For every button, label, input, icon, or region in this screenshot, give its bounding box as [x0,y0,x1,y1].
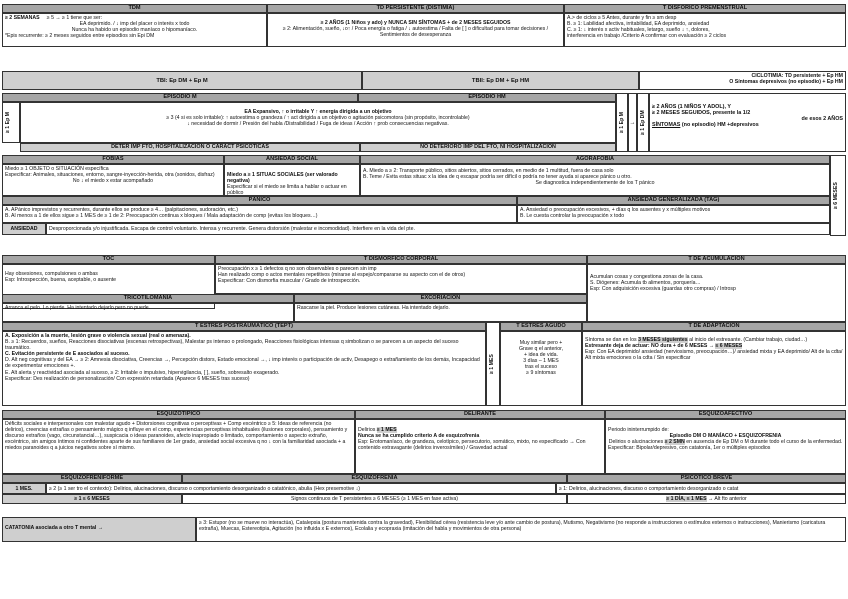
ansiedad-social-line2: Especificar si el miedo se limita a hablar o actuar en público [227,184,347,196]
esquizoafectivo-line3c: en ausencia de Ep DM o M durante todo el curso de la enfermedad. [686,439,843,446]
episodio-hm-header: EPISODIO HM [358,93,616,102]
ansiedad-text: Desproporcionada y/o injustificada. Escapa de control voluntario. Intensa y recurrente. Genera distorsión (malestar e incomodidad). Interfiere en la vida del pte. [46,223,830,235]
esquizofrenia-header: ESQUIZOFRENIA [182,474,567,483]
adaptacion-line1a: Síntoma se dan en los [585,337,637,343]
delirante-body [355,419,605,474]
esquizoafectivo-line3a: Delirios o alucinaciones [608,439,664,446]
esquizofreniforme-header: ESQUIZOFRENIFORME [2,474,182,483]
acumulacion-line2: S. Diógenes: Acumula tb alimentos, porquería… [590,280,701,287]
ciclotimia-line1: CICLOTIMIA: TD persistente + Ep HM [751,73,843,79]
ci-arrow: → [628,93,637,152]
esquizoafectivo-header: ESQUIZOAFECTIVO [605,410,846,419]
ci-line3: de esos 2 AÑOS [801,116,843,123]
no-deterioro-footer: NO DETERIORO IMP DEL FTO, NI HOSPITALIZACIÓN [360,143,616,152]
deterioro-footer: DETER IMP FTO, HOSPITALIZACIÓN O CARACT PSICÓTICAS [20,143,360,152]
ci-line4a: SÍNTOMAS [652,122,681,129]
esquizotipico-text: Déficits sociales e interpersonales con malestar agudo + Distorsiones cognitivas o perceptivas + Comp excéntrico ≥ 5: Ideas de referencia (no delirios), creencias extrañas o pensamiento mágico q influye en el comp, experiencias perceptivas inhabituales (ilusiones corporales), pensamiento y discurso extraños (vago, circunstancial…), suspicacia o ideas paranoides, afecto inapropiado o limitado, comportamiento o aspecto extraño, excéntrico, sin amigos íntimos ni confidentes aparte de sus familiares de 1er grado, ansiedad social excesiva q no ↓ con la familiaridad asociada + a miedos paranoides q a juicios negativos sobre sí mismo. [2,419,355,474]
panico-line1: A. APánico imprevistos y recurrentes, durante ellos se produce ≥ 4… (palpitaciones, sudoración, etc.) [5,207,238,213]
ci-side-dm [637,93,649,152]
tdp-line2: ≥ 2: Alimentación, sueño, ↓o↑ / Poca energía o fatiga / ↓ autoestima / Falta de [ ] o dificultad para tomar decisiones / Sentimientos de desesperanza [282,26,549,39]
excoriacion-header: EXCORIACIÓN [294,294,587,303]
tept-line2: B. ≥ 1: Recuerdos, sueños, Reacciones disociativas (escenas retrospectivas), Malestar ps intenso o prolongado, Reacciones fisiológicas intensas q simbolizan o se parecen a un aspecto del suceso traumático. [5,339,459,352]
tag-header: ANSIEDAD GENERALIZADA (TAG) [517,196,830,205]
agorafobia-line3: Se diagnostica independientemente de los T pánico [535,180,655,187]
agorafobia-line1: A. Miedo a ≥ 2: Transporte público, sitios abiertos, sitios cerrados, en medio de 1 multitud, fuera de casa solo [363,168,614,174]
tdc-body [215,264,587,294]
estres-agudo-header: T ESTRÉS AGUDO [500,322,582,331]
tdm-line4: *Epis recurrente: ≥ 2 meses seguidos entre episodios sin Epi DM [5,33,155,40]
acumulacion-line3: Esp: Con adquisición excesiva (guardas otro compras) / Introsp [590,286,736,293]
tdp-line1: ≥ 2 AÑOS (1 Niños y ado) y NUNCA SIN SÍNTOMAS + de 2 MESES SEGUIDOS [320,20,511,26]
ci-side-dm-text: ≥ 1 Ep DM [640,110,646,135]
adaptacion-body [582,331,846,406]
estres-agudo-body [500,331,582,406]
episodio-m-body [20,102,616,143]
toc-line1: Hay obsesiones, compulsiones o ambas [5,271,98,277]
fobias-line1: Miedo ≥ 1 OBJETO o SITUACIÓN específica [5,166,109,172]
ci-side-m [616,93,628,152]
psicotico-breve-criteria: ≥ 1: Delirios, alucinaciones, discurso o comportamiento desorganizado o catat [556,483,846,494]
tdc-line3: Especificar: Con dismorfia muscular / Grado de introspección. [218,278,361,285]
catatonia-label [2,517,196,542]
estres-agudo-line1: Muy similar pero + [519,340,563,346]
tdm-criteria: ≥ 5 → ≥ 1 tiene que ser: [46,15,103,21]
esquizotipico-header: ESQUIZOTÍPICO [2,410,355,419]
tdm-header: TDM [2,4,267,13]
ansiedad-social-line1: Miedo a ≥ 1 SITUAC SOCIALES (ser valorado negativa) [227,172,338,185]
estres-agudo-line2: Grave q el anterior, [518,346,564,353]
tept-body [2,331,486,406]
esquizofreniforme-duration: 1 MES. [2,483,46,494]
tbii-label: TBII: Ep DM + Ep HM [362,71,639,90]
delirante-line1a: Delirios [358,427,376,433]
ci-criteria [649,93,846,152]
esquizoafectivo-line2: Episodio DM O MANÍACO + ESQUIZOFRENIA [669,433,782,440]
ciclotimia-label [639,71,846,90]
tdm-body [2,13,267,47]
delirante-line3: Esp: Erotomaníaco, de grandeza, celotípico, persecutorio, somático, mixto, no especificado → Con contenido extravagante (delirios inverosímiles) / Gravedad actual [358,439,586,452]
tag-body [517,205,830,223]
tdm-line2: EA deprimido. / ↓ imp del placer o interés x todo [79,21,190,28]
tricotilomania-text: Arranca el pelo. Lo pierde. Ha intentado dejarlo pero no puede. [2,303,294,322]
psicotico-breve-duration [567,494,846,504]
fobias-line2: Especificar: Animales, situaciones, entorno, sangre-inyección-herida, otra (sonidos, disfraz) [5,172,215,179]
esquizofrenia-duration: Signos continuos de T persistentes ≥ 6 MESES (≥ 1 MES en fase activa) [182,494,567,504]
acumulacion-body [587,264,846,322]
delirante-line1b: ≥ 1 MES [376,427,397,433]
fobias-header: FOBIAS [2,155,224,164]
delirante-line2: Nunca se ha cumplido criterio A de esquizofrenia [358,433,480,440]
esquizofreniforme-range: ≥ 1 ≤ 6 MESES [2,494,182,504]
tdc-line2: Han realizado comp o actos mentales repetitivos (mirarse al espejo/compararse su aspecto con el de otros) [218,272,466,279]
tept-line5: E. Alt alerta y reactividad asociada al suceso, ≥ 2: Irritable o impulsivo, hipervigilancia, [ ], sueño, sobresalto exagerado. [5,369,280,376]
tept-line6: Especificar: Des realización de personalización/ Con expresión retardada (Aparece 6 MESES tras suceso) [5,375,250,382]
tdpm-line1: A.> de ciclos ≥ 5 Antes, durante y fin ≥ sm desp [567,15,677,21]
tept-side [486,322,500,406]
panico-body [2,205,517,223]
tricotilomania-header: TRICOTILOMANÍA [2,294,294,303]
adaptacion-line1c: al inicio del estresante. (Cambiar trabajo, ciudad…) [689,337,808,343]
ci-line2: ≥ 2 MESES SEGUIDOS, presente la 1/2 [652,110,751,117]
panico-line2: B. Al menos a 1 de ellos sigue ≥ 1 MES de ≥ 1 de 2: Preocupación continua x bloques / Mala adaptación de comp (evitas los bloques…) [5,213,318,220]
estres-agudo-line4: 3 días – 1 MES [523,358,559,365]
tdm-duration: ≥ 2 SEMANAS [5,15,40,21]
episodio-m-line2: ≥ 3 (4 si es solo irritable): ↑ autoestima o grandeza / ↑ act dirigida a un objetivo o agitación psicomotora (sin propósito, incontrolable) [166,115,470,122]
fobias-line3: No ↓ el miedo x estar acompañado [72,178,154,185]
catatonia-arrow: → [97,525,104,531]
esquizoafectivo-line1: Periodo ininterrumpido de: [608,427,669,433]
tdpm-line3: C. ≥ 1: ↓ interés x activ habituales, letargo, sueño ↓ ↑, dolores, [567,27,710,34]
ciclotimia-line2: O Síntomas depresivos (no episodio) + Ep HM [729,79,843,86]
tdpm-line2: B. ≥ 1: Labilidad afectiva, irritabilidad, EA deprimido, ansiedad [567,21,710,28]
ansiedad-social-header: ANSIEDAD SOCIAL [224,155,360,164]
panico-header: PÁNICO [2,196,517,205]
tdp-body [267,13,564,47]
tdpm-header: T DISFÓRICO PREMENSTRUAL [564,4,846,13]
tept-line4: D. Alt neg cognitivas y del EA → ≥ 2: Amnesia disociativa, Creencias →, Percepción distors, Estado emocional →, ↓ imp interés o participación de activ, Desapego o extrañamiento de los demás, Incapacidad de experimentar emociones +. [5,357,480,370]
tdpm-line4: interferencia en trabajo /Criterio A confirmar con evaluación ≥ 2 ciclos [567,33,727,40]
episodio-m-side [2,102,20,143]
tbi-label: TBI: Ep DM + Ep M [2,71,362,90]
toc-header: TOC [2,255,215,264]
estres-agudo-line3: + idea de vida. [524,352,558,359]
tdc-header: T DISMÓRFICO CORPORAL [215,255,587,264]
excoriacion-text: Rascarse la piel. Produce lesiones cutáneas. Ha intentado dejarlo. [294,303,587,322]
episodio-m-line1: EA Expansivo, ↑ o irritable Y ↑ energía dirigida a un objetivo [244,109,392,115]
ci-side-m-text: ≥ 1 Ep M [619,112,625,134]
adaptacion-line1b: 3 MESES siguientes [638,337,688,343]
adaptacion-line3: Esp: Con EA deprimido/ ansiedad (nerviosismo, preocupación…)/ ansiedad mixta y EA deprimido/ Alt de la cdta/ Alt mixta emociones o la cdta / Sin especificar [585,349,843,362]
fobias-body [2,164,224,196]
catatonia-text: ≥ 3: Estupor (no se mueve no interactúa), Catalepsia (postura mantenida contra la gravedad), Flexibilidad cérea (resistencia leve y/o ante cambio de postura), Mutismo, Negativismo (no responde a instrucciones o estímulos externos o instrucciones), Manierismo (caricatura extraña), Muecas, Estereotipia, Agitación (no influida x E externos), Ecolalia y ecopraxia (imitación del habla y movimientos de otra persona) [196,517,846,542]
tdc-line1: Preocupación x ≥ 1 defectos q no son observables o parecen sin imp [218,266,377,272]
ci-line4b: (no episodio) HM +depresivos [681,122,759,129]
episodio-m-side-text: ≥ 1 Ep M [5,112,11,134]
tdp-header: TD PERSISTENTE (DISTIMIA) [267,4,564,13]
agorafobia-line2: B. Teme / Evita estas situac x la idea de q escapar podría ser difícil o podría no tener ayuda si aparece pánico u otro. [363,174,632,181]
agorafobia-side-text: ≥ 6 MESES [833,182,839,209]
psicotico-breve-note: → Alt fto anterior [708,496,747,502]
esquizoafectivo-line4: Especificar: Bipolar/depresivo, con catatonía, 1er o múltiples episodios [608,445,771,452]
episodio-m-line3: ↓ necesidad de dormir / Presión del habla /Distraibilidad / Fuga de ideas / Acción ↑ prob consecuencias negativas. [187,121,449,128]
agorafobia-header: AGORAFOBIA [360,155,830,164]
adaptacion-line2b: ≤ 6 MESES [715,343,743,350]
acumulacion-line1: Acumulan cosas y congestiona zonas de la casa. [590,274,704,280]
estres-agudo-line6: ≥ 9 síntomas [526,370,556,377]
adaptacion-header: T DE ADAPTACIÓN [582,322,846,331]
tdpm-body [564,13,846,47]
agorafobia-side [830,155,846,236]
estres-agudo-line5: tras el suceso [524,364,557,371]
tept-line3: C. Evitación persistente de E asociados al suceso. [5,351,130,358]
esquizoafectivo-body [605,419,846,474]
esquizofrenia-criteria: ≥ 2 (≥ 1 ser tro el contexto): Delirios, alucinaciones, discurso o comportamiento desorganizado o catatónico, abulia (Hex presemotive ↓) [46,483,556,494]
tag-line2: B. Le cuesta controlar la preocupación x todo [520,213,625,220]
ansiedad-social-body [224,164,360,196]
tept-line1: A. Exposición a la muerte, lesión grave o violencia sexual (real o amenaza). [5,333,191,339]
ansiedad-label: ANSIEDAD [2,223,46,235]
adaptacion-line2a: Estresante deja de actuar: NO dura + de 6 MESES → [585,343,715,350]
episodio-m-header: EPISODIO M [2,93,358,102]
catatonia-label-text: CATATONIA asociada a otro T mental [5,525,97,531]
esquizoafectivo-line3b: ≥ 2 SMN [664,439,685,446]
tdm-line3: Nunca ha habido un episodio maníaco o hipomaníaco. [71,27,198,34]
agorafobia-body [360,164,830,196]
toc-line2: Esp: Introspección, buena, aceptable, o ausente [5,277,117,284]
delirante-header: DELIRANTE [355,410,605,419]
tept-header: T ESTRÉS POSTRAUMÁTICO (TEPT) [2,322,486,331]
tag-line1: A. Ansiedad o preocupación excesivos, + días q los ausentes y x múltiples motivos [520,207,711,213]
psicotico-breve-range: ≥ 1 DÍA, ≤ 1 MES [666,496,707,502]
tept-side-text: ≥ 1 MES [489,354,495,374]
acumulacion-header: T DE ACUMULACIÓN [587,255,846,264]
ci-line1: ≥ 2 AÑOS (1 NIÑOS Y ADOL), Y [652,104,731,110]
psicotico-breve-header: PSICÓTICO BREVE [567,474,846,483]
